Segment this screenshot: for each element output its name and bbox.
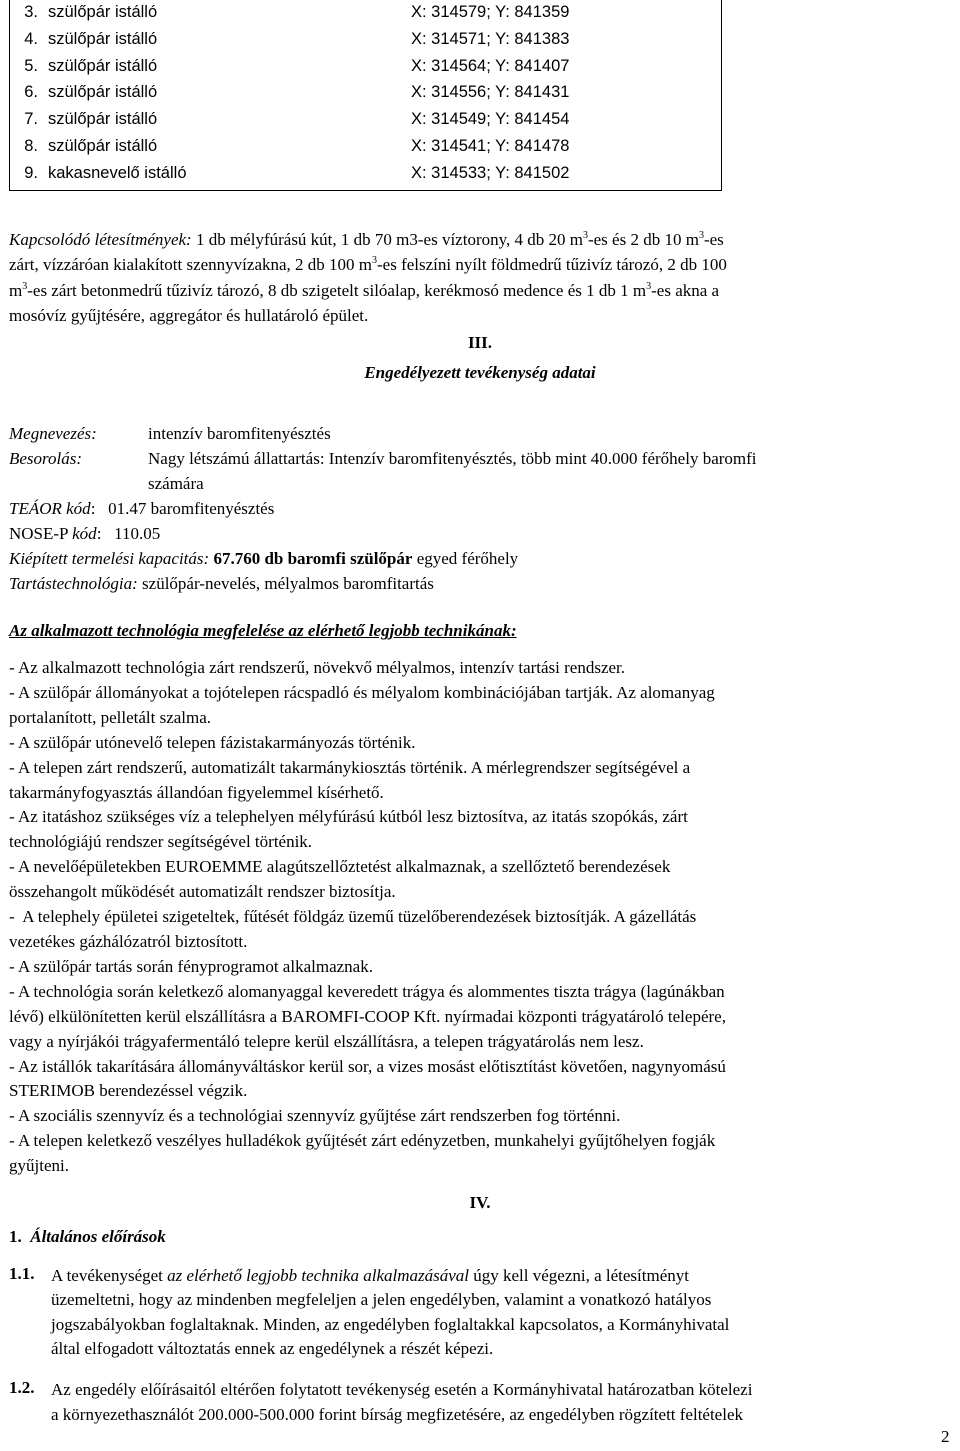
coordinate-value: X: 314564; Y: 841407 bbox=[411, 56, 570, 75]
row-number: 8. bbox=[24, 137, 38, 155]
bat-line: portalanított, pelletált szalma. bbox=[9, 707, 212, 727]
bat-line: STERIMOB berendezéssel végzik. bbox=[9, 1081, 248, 1101]
facilities-label: Kapcsolódó létesítmények: bbox=[9, 230, 192, 249]
bat-line: - A telephely épületei szigeteltek, fűtését földgáz üzemű tüzelőberendezések biztosítják. A gázellátás bbox=[9, 907, 697, 927]
para-1-1-num: 1.1. bbox=[9, 1264, 35, 1283]
table-row bbox=[10, 110, 721, 137]
coordinates-table bbox=[9, 0, 722, 191]
bat-line: technológiájú rendszer segítségével történik. bbox=[9, 832, 313, 852]
bat-line: - A telepen keletkező veszélyes hulladékok gyűjtését zárt edényzetben, munkahelyi gyűjtőhelyen fogják bbox=[9, 1131, 716, 1151]
besorolas-value: Nagy létszámú állattartás: Intenzív baromfitenyésztés, több mint 40.000 férőhely baromfi bbox=[148, 449, 757, 468]
table-row bbox=[10, 83, 721, 110]
building-label: szülőpár istálló bbox=[48, 110, 158, 129]
para-1-2: Az engedély előírásaitól eltérően folytatott tevékenység esetén a Kormányhivatal határozatban kötelezi a környezethasználót 200.000-500.000 forint bírság megfizetésére, az engedélyben rögzített feltételek bbox=[51, 1380, 753, 1424]
row-number: 7. bbox=[24, 110, 38, 129]
table-row bbox=[10, 137, 721, 164]
row-number: 9. bbox=[24, 163, 38, 182]
bat-line: - Az istállók takarítására állományváltáskor kerül sor, a vizes mosást előtisztítást követően, nagynyomású bbox=[9, 1056, 726, 1076]
bat-line: vezetékes gázhálózatról biztosított. bbox=[9, 931, 248, 951]
nose-row: NOSE-P kód: 110.05 bbox=[9, 524, 161, 543]
facilities-paragraph: Kapcsolódó létesítmények: 1 db mélyfúrású kút, 1 db 70 m3-es víztorony, 4 db 20 $m^3-es$ és 2 db 10 $m^3-es$ zárt, vízzáróan kialakított szennyvízakna, 2 db 100 $m^3-es$ felszíni nyílt földmedrű tűzivíz tározó, 2 db 100 $m^3-es$ zárt betonmedrű tűzivíz tározó, 8 db szigetelt silóalap, kerékmosó medence és 1 db 1 $m^3-es$ akna a mosóvíz gyűjtésére, aggregátor és hullatároló épület. bbox=[9, 230, 727, 326]
bat-line: - Az itatáshoz szükséges víz a telephelyen mélyfúrású kútból lesz biztosítva, az itatás szopókás, zárt bbox=[9, 807, 688, 827]
bat-line: - A szülőpár állományokat a tojótelepen rácspadló és mélyalom kombinációjában tartják. Az alomanyag bbox=[9, 682, 715, 702]
besorolas-value-cont: számára bbox=[148, 474, 204, 493]
bat-line: - A szülőpár utónevelő telepen fázistakarmányozás történik. bbox=[9, 732, 416, 752]
teaor-row: TEÁOR kód: 01.47 baromfitenyésztés bbox=[9, 499, 275, 518]
page-number: 2 bbox=[941, 1427, 950, 1446]
table-row bbox=[10, 164, 721, 191]
building-label: szülőpár istálló bbox=[48, 137, 158, 155]
building-label: szülőpár istálló bbox=[48, 3, 158, 21]
bat-line: - A nevelőépületekben EUROEMME alagútszellőztetést alkalmaznak, a szellőztető berendezések bbox=[9, 857, 671, 877]
bat-line: - A szülőpár tartás során fényprogramot alkalmaznak. bbox=[9, 956, 373, 976]
section-title-iii: Engedélyezett tevékenység adatai bbox=[364, 363, 596, 382]
coordinate-value: X: 314533; Y: 841502 bbox=[411, 163, 570, 182]
building-label: kakasnevelő istálló bbox=[48, 163, 187, 182]
bat-line: - A telepen zárt rendszerű, automatizált takarmánykiosztás történik. A mérlegrendszer segítségével a bbox=[9, 757, 691, 777]
row-number: 5. bbox=[24, 56, 38, 75]
coordinate-value: X: 314556; Y: 841431 bbox=[411, 83, 570, 102]
section-heading-iv: IV. bbox=[469, 1193, 491, 1212]
building-label: szülőpár istálló bbox=[48, 56, 158, 75]
coordinate-value: X: 314541; Y: 841478 bbox=[411, 137, 570, 155]
megnevezes-label: Megnevezés: bbox=[9, 424, 97, 443]
table-row bbox=[10, 57, 721, 84]
bat-line: takarmányfogyasztás állandóan figyelemmel kísérhető. bbox=[9, 782, 384, 802]
kapacitas-row: Kiépített termelési kapacitás: 67.760 db baromfi szülőpár egyed férőhely bbox=[9, 549, 519, 568]
coordinate-value: X: 314571; Y: 841383 bbox=[411, 29, 570, 48]
bat-line: lévő) elkülönítetten kerül elszállításra a BAROMFI-COOP Kft. nyírmadai központi trágyatároló telepére, bbox=[9, 1006, 726, 1026]
bat-line: gyűjteni. bbox=[9, 1156, 69, 1176]
bat-line: - A technológia során keletkező alomanyaggal keveredett trágya és alommentes tiszta trágya (lagúnákban bbox=[9, 981, 725, 1001]
bat-paragraphs bbox=[9, 656, 957, 1179]
bat-line: - Az alkalmazott technológia zárt rendszerű, növekvő mélyalmos, intenzív tartási rendszer. bbox=[9, 658, 626, 677]
row-number: 6. bbox=[24, 83, 38, 102]
building-label: szülőpár istálló bbox=[48, 29, 158, 48]
coordinate-value: X: 314579; Y: 841359 bbox=[411, 3, 570, 21]
building-label: szülőpár istálló bbox=[48, 83, 158, 102]
bat-line: vagy a nyírjákói trágyafermentáló telepre kerül elszállításra, a telepen trágyatárolás nem lesz. bbox=[9, 1031, 644, 1051]
tartas-row: Tartástechnológia: szülőpár-nevelés, mélyalmos baromfitartás bbox=[9, 574, 434, 593]
megnevezes-value: intenzív baromfitenyésztés bbox=[148, 424, 331, 443]
table-row bbox=[10, 3, 721, 30]
coordinate-value: X: 314549; Y: 841454 bbox=[411, 110, 570, 129]
subsection-title: 1. Általános előírások bbox=[9, 1227, 166, 1246]
row-number: 3. bbox=[24, 3, 38, 21]
bat-line: - A szociális szennyvíz és a technológiai szennyvíz gyűjtése zárt rendszerben fog történni. bbox=[9, 1106, 621, 1126]
bat-heading: Az alkalmazott technológia megfelelése az elérhető legjobb technikának: bbox=[9, 621, 517, 640]
para-1-2-num: 1.2. bbox=[9, 1378, 35, 1397]
para-1-1: A tevékenységet az elérhető legjobb technika alkalmazásával úgy kell végezni, a létesítményt üzemeltetni, hogy az mindenben megfeleljen a jelen engedélyben, valamint a vonatkozó hatályos jogszabályokban foglaltaknak. Minden, az engedélyben foglaltakkal kapcsolatos, a Kormányhivatal által elfogadott változtatás ennek az engedélynek a részét képezi. bbox=[51, 1266, 730, 1358]
row-number: 4. bbox=[24, 29, 38, 48]
bat-line: összehangolt működését automatizált rendszer biztosítja. bbox=[9, 882, 396, 902]
section-heading-iii: III. bbox=[467, 333, 493, 352]
table-row bbox=[10, 30, 721, 57]
besorolas-label: Besorolás: bbox=[9, 449, 83, 468]
